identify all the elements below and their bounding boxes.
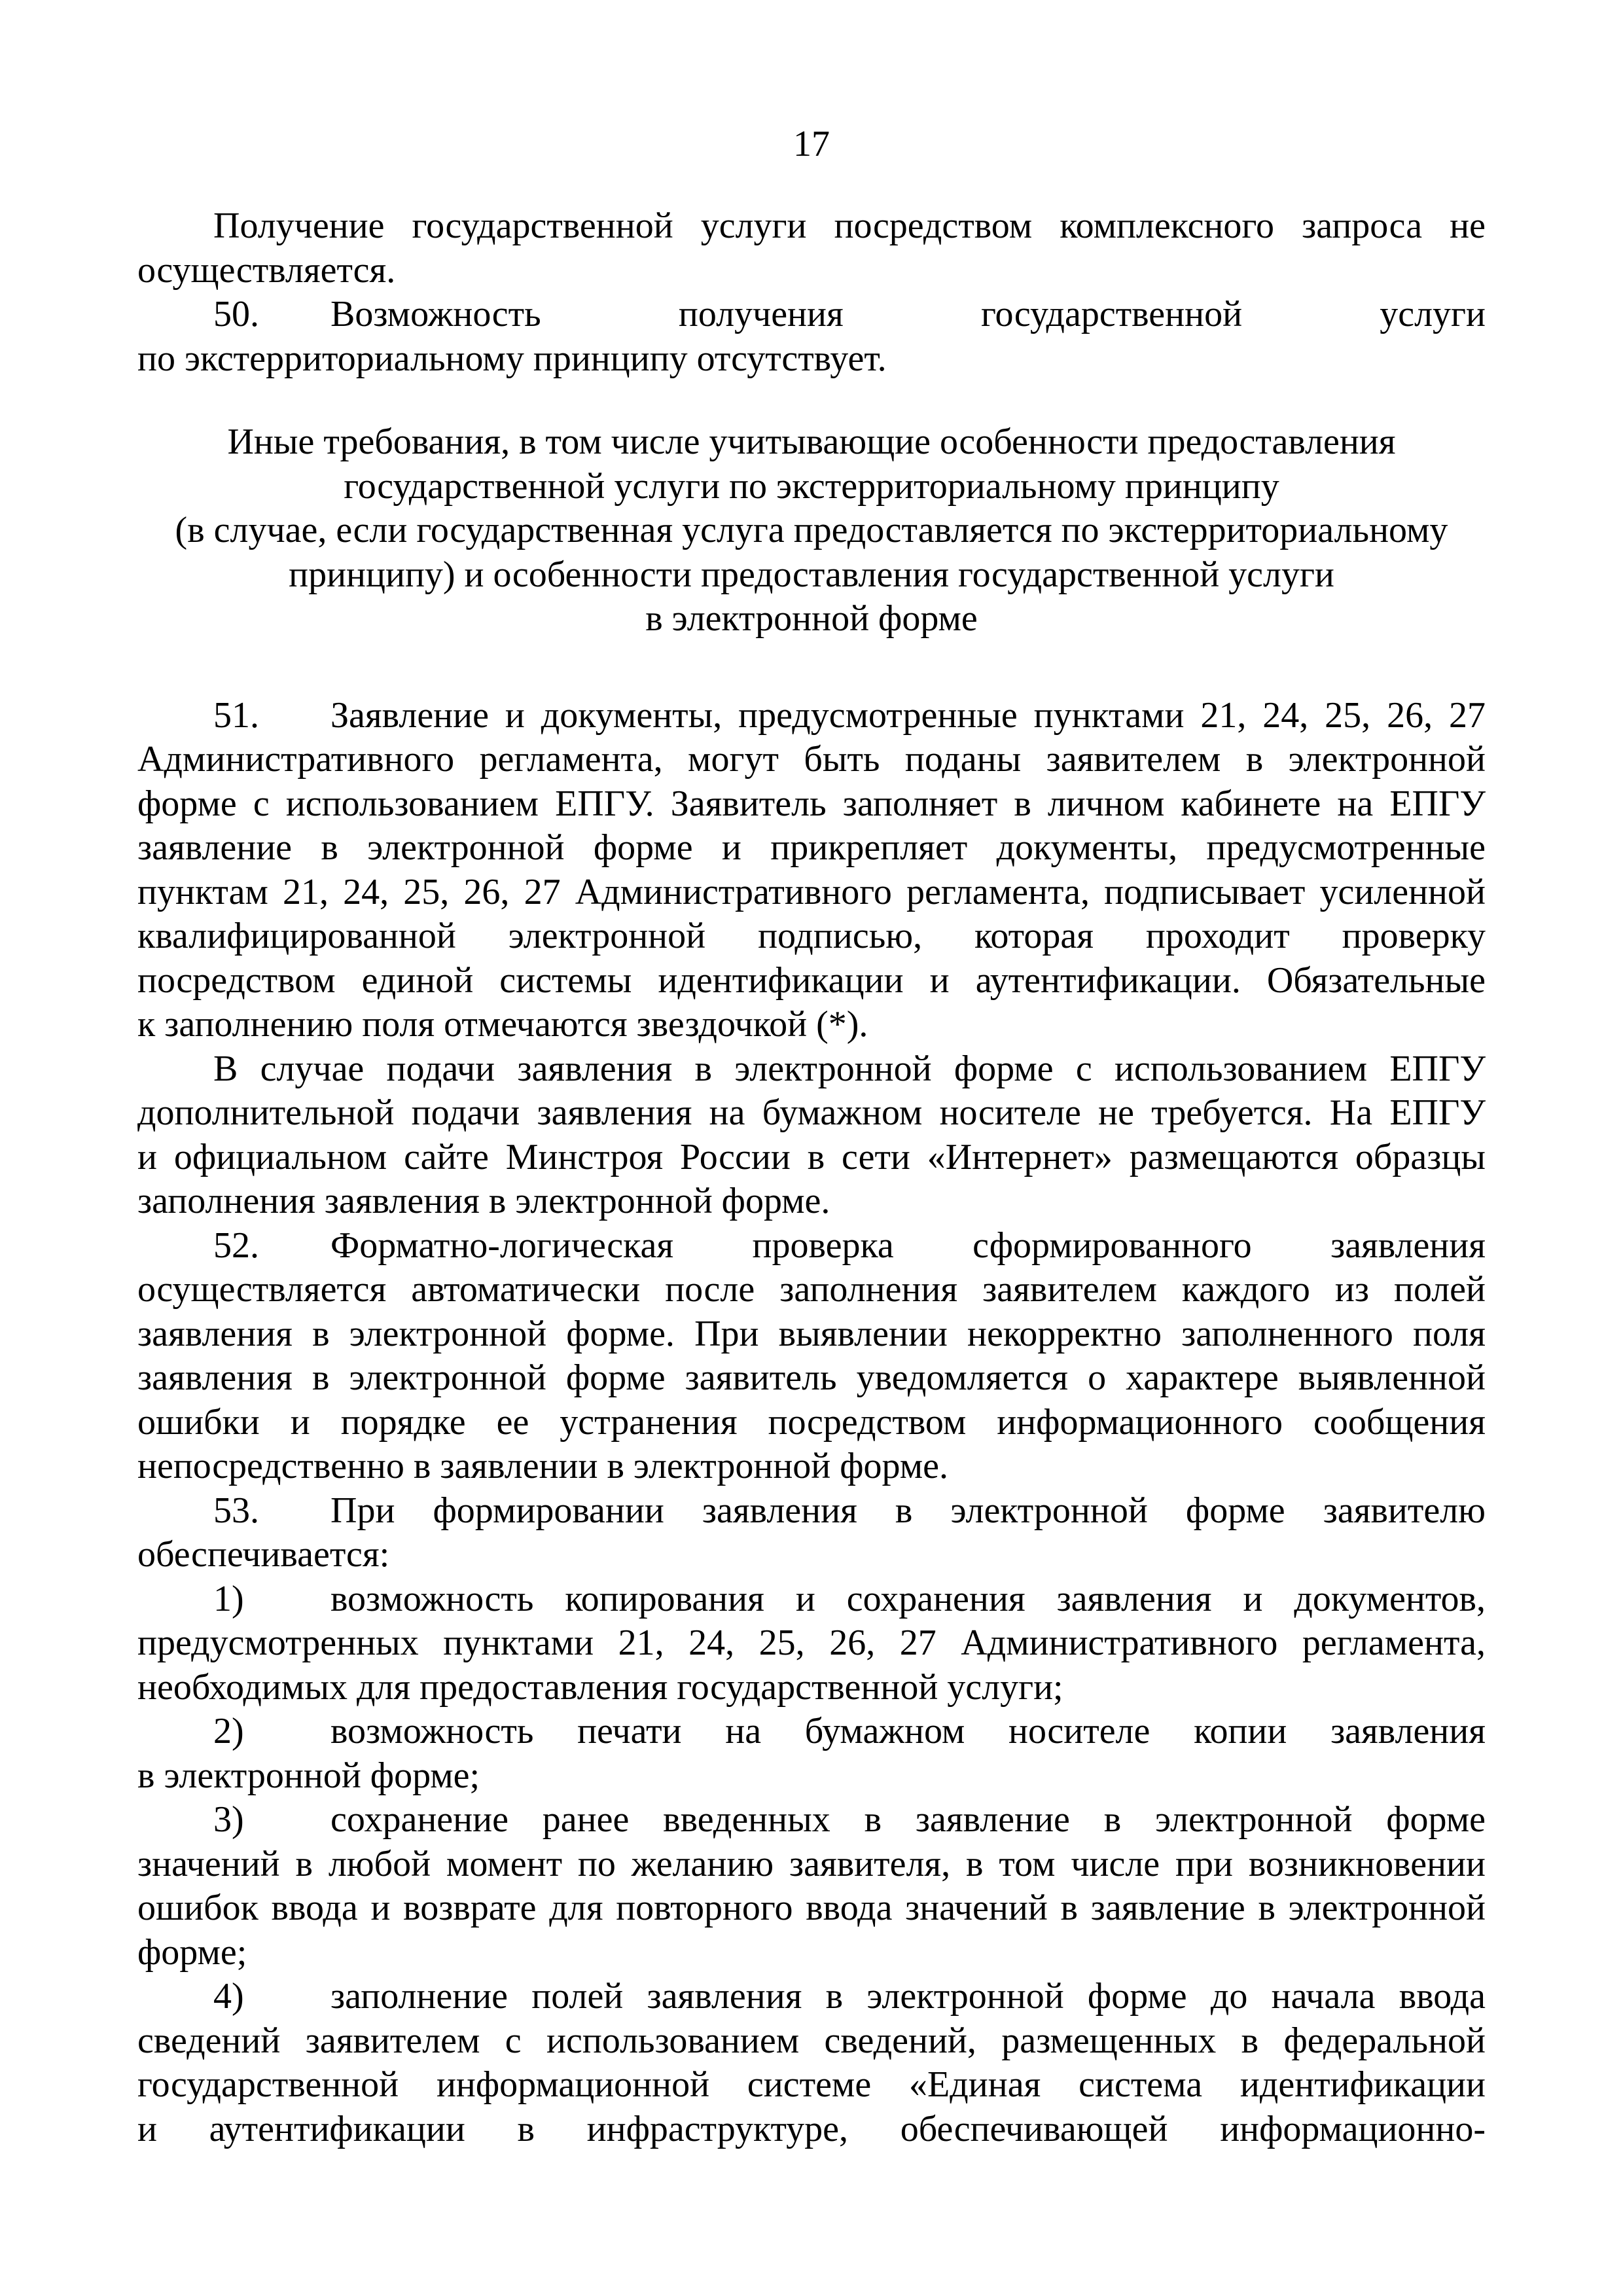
line-text: Форматно-логическая проверка сформированного заявления [330, 1225, 1486, 1266]
text-line: осуществляется. [137, 249, 396, 291]
text-line: заявление в электронной форме и прикрепляет документы, предусмотренные [137, 827, 1486, 868]
paragraph-number: 1) [213, 1578, 244, 1619]
line-text: возможность копирования и сохранения заявления и документов, [330, 1578, 1486, 1619]
paragraph-number: 4) [213, 1976, 244, 2017]
text-line: ошибок ввода и возврате для повторного ввода значений в заявление в электронной [137, 1888, 1486, 1928]
text-line: пунктам 21, 24, 25, 26, 27 Административного регламента, подписывает усиленной [137, 871, 1486, 912]
numbered-line [137, 1224, 1486, 1268]
paragraph [137, 1489, 1486, 1577]
text-line: и официальном сайте Минстроя России в сети «Интернет» размещаются образцы [137, 1136, 1486, 1177]
text-line: форме с использованием ЕПГУ. Заявитель заполняет в личном кабинете на ЕПГУ [137, 783, 1486, 824]
text-line: заполнения заявления в электронной форме. [137, 1181, 830, 1221]
numbered-line [137, 1798, 1486, 1842]
line-text: возможность печати на бумажном носителе копии заявления [330, 1711, 1486, 1751]
line-text: сохранение ранее введенных в заявление в электронной форме [330, 1799, 1486, 1840]
line-text: заполнение полей заявления в электронной форме до начала ввода [330, 1976, 1486, 2017]
paragraph-number: 2) [213, 1711, 244, 1751]
numbered-line [137, 1975, 1486, 2019]
paragraph [137, 293, 1486, 381]
text-line: обеспечивается: [137, 1534, 390, 1575]
text-line: Административного регламента, могут быть поданы заявителем в электронной [137, 739, 1486, 780]
paragraph [137, 1577, 1486, 1710]
text-line: сведений заявителем с использованием сведений, размещенных в федеральной [137, 2020, 1486, 2061]
paragraph [137, 1975, 1486, 2151]
text-line: и аутентификации в инфраструктуре, обеспечивающей информационно- [137, 2108, 1486, 2149]
paragraph-number: 50. [213, 294, 259, 334]
line-text: Заявление и документы, предусмотренные пунктами 21, 24, 25, 26, 27 [330, 694, 1486, 736]
heading-line: государственной услуги по экстерриториальному принципу [344, 465, 1279, 507]
numbered-line [137, 694, 1486, 738]
text-line: заявления в электронной форме заявитель уведомляется о характере выявленной [137, 1357, 1486, 1398]
text-line: необходимых для предоставления государственной услуги; [137, 1666, 1063, 1708]
line-text: Возможность получения государственной услуги [330, 294, 1486, 334]
text-line: заявления в электронной форме. При выявлении некорректно заполненного поля [137, 1313, 1486, 1354]
text-line: дополнительной подачи заявления на бумажном носителе не требуется. На ЕПГУ [137, 1092, 1486, 1133]
paragraphs-before-heading [137, 204, 1486, 381]
text-line: В случае подачи заявления в электронной форме с использованием ЕПГУ [213, 1048, 1486, 1089]
paragraphs-after-heading [137, 694, 1486, 2152]
heading-line: принципу) и особенности предоставления государственной услуги [289, 554, 1334, 595]
section-heading [137, 420, 1486, 641]
text-line: ошибки и порядке ее устранения посредством информационного сообщения [137, 1401, 1486, 1443]
text-line: Получение государственной услуги посредством комплексного запроса не [213, 206, 1486, 246]
paragraph [137, 1047, 1486, 1224]
heading-line: в электронной форме [645, 598, 978, 639]
numbered-line [137, 1577, 1486, 1622]
text-line: предусмотренных пунктами 21, 24, 25, 26, 27 Административного регламента, [137, 1623, 1486, 1663]
line-text: При формировании заявления в электронной форме заявителю [330, 1490, 1486, 1531]
numbered-line [137, 1710, 1486, 1754]
heading-line: (в случае, если государственная услуга предоставляется по экстерриториальному [175, 510, 1448, 550]
text-line: по экстерриториальному принципу отсутствует. [137, 338, 887, 379]
text-line: в электронной форме; [137, 1755, 480, 1796]
paragraph [137, 1798, 1486, 1975]
paragraph-number: 53. [213, 1490, 259, 1531]
text-line: форме; [137, 1931, 247, 1973]
page-number: 17 [793, 124, 830, 164]
paragraph-number: 51. [213, 694, 259, 736]
text-line: непосредственно в заявлении в электронной форме. [137, 1446, 948, 1486]
heading-line: Иные требования, в том числе учитывающие особенности предоставления [227, 422, 1396, 462]
paragraph [137, 1710, 1486, 1798]
paragraph-number: 3) [213, 1799, 244, 1840]
numbered-line [137, 1489, 1486, 1534]
paragraph-number: 52. [213, 1225, 259, 1266]
paragraph [137, 204, 1486, 293]
paragraph [137, 694, 1486, 1047]
text-line: значений в любой момент по желанию заявителя, в том числе при возникновении [137, 1843, 1486, 1884]
text-line: посредством единой системы идентификации и аутентификации. Обязательные [137, 960, 1486, 1001]
numbered-line [137, 293, 1486, 337]
document-body [137, 204, 1486, 2151]
text-line: осуществляется автоматически после заполнения заявителем каждого из полей [137, 1269, 1486, 1310]
paragraph [137, 1224, 1486, 1489]
text-line: государственной информационной системе «Единая система идентификации [137, 2064, 1486, 2105]
text-line: квалифицированной электронной подписью, которая проходит проверку [137, 916, 1486, 956]
text-line: к заполнению поля отмечаются звездочкой (*). [137, 1004, 868, 1045]
